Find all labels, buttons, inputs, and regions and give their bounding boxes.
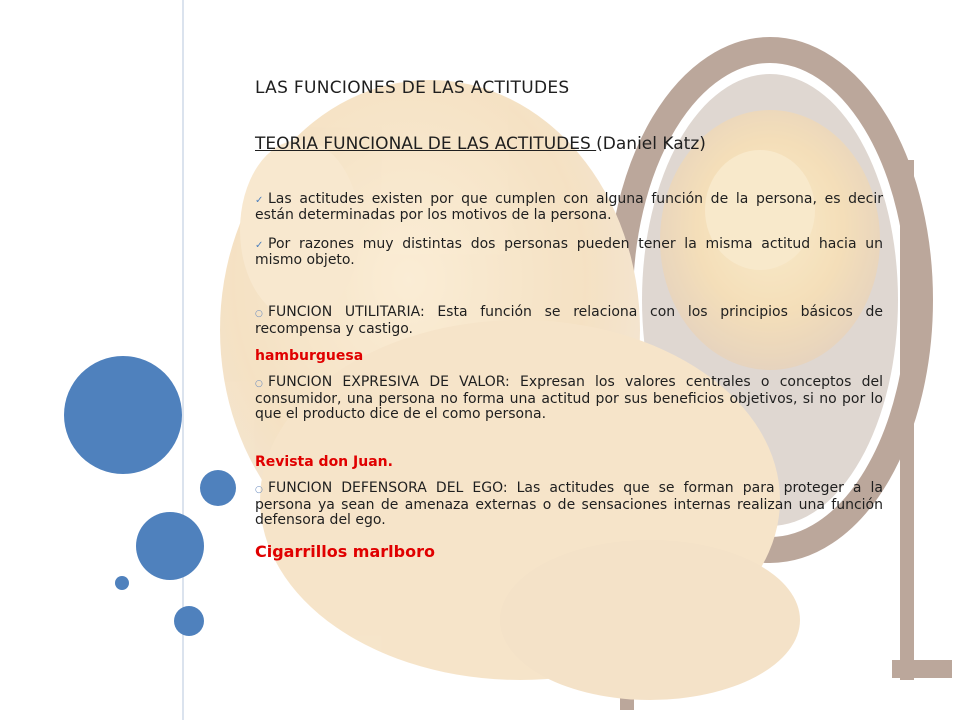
function-text: FUNCION EXPRESIVA DE VALOR: Expresan los valores centrales o conceptos del consumidor, una persona no forma una actitud por sus beneficios objetivos, si no por lo que el producto dice de el como persona. bbox=[255, 374, 883, 422]
decorative-circle-small-2 bbox=[174, 606, 204, 636]
checkmark-icon: ✓ bbox=[255, 195, 264, 206]
decorative-circle-medium bbox=[136, 512, 204, 580]
circle-bullet-icon: ○ bbox=[255, 379, 263, 389]
example-hamburguesa: hamburguesa bbox=[255, 348, 364, 364]
function-item-expresiva bbox=[255, 375, 883, 422]
function-text: FUNCION DEFENSORA DEL EGO: Las actitudes que se forman para proteger a la persona ya sean de amenaza externas o de sensaciones internas realizan una función defensora del ego. bbox=[255, 480, 883, 528]
circle-bullet-icon: ○ bbox=[255, 485, 263, 495]
subtitle-underlined: TEORIA FUNCIONAL DE LAS ACTITUDES bbox=[255, 134, 597, 154]
decorative-circle-tiny bbox=[115, 576, 129, 590]
function-item-defensora bbox=[255, 481, 883, 528]
function-text: FUNCION UTILITARIA: Esta función se relaciona con los principios básicos de recompensa y castigo. bbox=[255, 304, 883, 337]
bullet-item bbox=[255, 237, 883, 268]
bullet-text: Por razones muy distintas dos personas pueden tener la misma actitud hacia un mismo objeto. bbox=[255, 236, 883, 268]
slide-subtitle bbox=[255, 134, 883, 154]
decorative-circle-large bbox=[64, 356, 182, 474]
circle-bullet-icon: ○ bbox=[255, 309, 263, 319]
function-item-utilitaria bbox=[255, 305, 883, 337]
subtitle-author: (Daniel Katz) bbox=[596, 134, 706, 154]
example-cigarrillos: Cigarrillos marlboro bbox=[255, 542, 435, 561]
bullet-item bbox=[255, 192, 883, 223]
slide-title: LAS FUNCIONES DE LAS ACTITUDES bbox=[255, 78, 570, 98]
decorative-circle-small bbox=[200, 470, 236, 506]
bullet-text: Las actitudes existen por que cumplen con alguna función de la persona, es decir están determinadas por los motivos de la persona. bbox=[255, 191, 883, 223]
checkmark-icon: ✓ bbox=[255, 240, 264, 251]
example-revista: Revista don Juan. bbox=[255, 454, 393, 470]
